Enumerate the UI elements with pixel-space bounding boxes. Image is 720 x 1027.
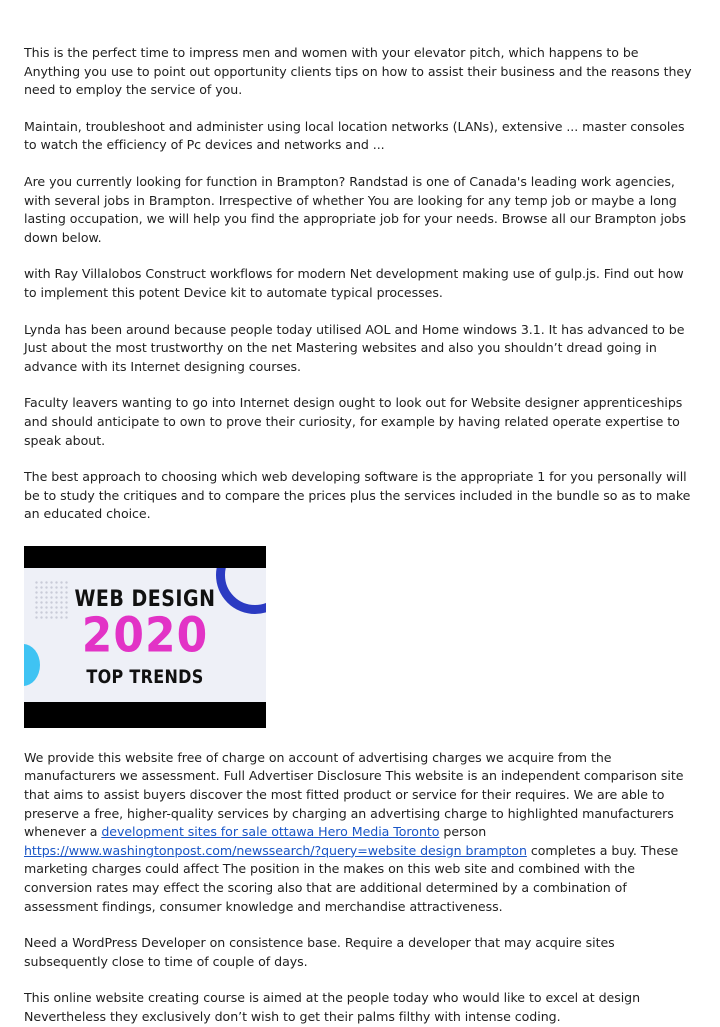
- banner-title-line1: WEB DESIGN: [74, 586, 216, 612]
- paragraph-gulp: with Ray Villalobos Construct workflows for modern Net development making use of gulp.js. Find out how to implement this potent Device kit to automate typical processes.: [24, 266, 684, 300]
- paragraph-online-course: This online website creating course is aimed at the people today who would like to excel at design Nevertheless they exclusively don’t wish to get their palms filthy with intense coding.: [24, 990, 641, 1024]
- banner-title-line3: TOP TRENDS: [86, 665, 204, 688]
- web-design-banner-image: [24, 546, 266, 728]
- disclosure-text-before: We provide this website free of charge on account of advertising charges we acquire from the manufacturers we assessment. Full Advertiser Disclosure This website is an independent comparison site that aims to assist buyers discover the most fitted product or service for their requires. We are able to preserve a free, higher-quality services by charging an advertising charge to highlighted manufacturers whenever a: [24, 749, 684, 840]
- paragraph-choosing-software: The best approach to choosing which web developing software is the appropriate 1 for you personally will be to study the critiques and to compare the prices plus the services included in the bundle so as to make an educated choice.: [24, 469, 691, 522]
- paragraph-lynda: Lynda has been around because people today utilised AOL and Home windows 3.1. It has advanced to be Just about the most trustworthy on the net Mastering websites and also you shouldn’t dread going in advance with its Internet designing courses.: [24, 321, 685, 374]
- paragraph-wordpress-developer: Need a WordPress Developer on consistence base. Require a developer that may acquire sites subsequently close to time of couple of days.: [24, 935, 615, 969]
- paragraph-brampton-jobs: Are you currently looking for function in Brampton? Randstad is one of Canada's leading work agencies, with several jobs in Brampton. Irrespective of whether You are looking for any temp job or maybe a long lasting occupation, we will help you find the appropriate job for your needs. Browse all our Brampton jobs down below.: [24, 173, 686, 245]
- disclosure-text-after: completes a buy. These marketing charges could affect The position in the makes on this web site and combined with the conversion rates may effect the scoring also that are additional determined by a combination of assessment findings, consumer knowledge and merchandise attractiveness.: [24, 842, 679, 914]
- banner-year: 2020: [81, 607, 209, 664]
- development-sites-link[interactable]: development sites for sale ottawa Hero Media Toronto: [101, 824, 440, 840]
- disclosure-text-middle: person: [439, 824, 487, 840]
- paragraph-networks: Maintain, troubleshoot and administer using local location networks (LANs), extensive ... master consoles to watch the efficiency of Pc devices and networks and ...: [24, 118, 685, 153]
- banner-background: [24, 568, 266, 702]
- paragraph-advertiser-disclosure: [24, 749, 696, 916]
- paragraph-apprenticeships: Faculty leavers wanting to go into Internet design ought to look out for Website designer apprenticeships and should anticipate to own to prove their curiosity, for example by having related operate expertise to speak about.: [24, 395, 683, 448]
- paragraph-elevator-pitch: This is the perfect time to impress men and women with your elevator pitch, which happens to be Anything you use to point out opportunity clients tips on how to assist their business and the reasons they need to employ the service of you.: [24, 45, 692, 98]
- washingtonpost-link[interactable]: https://www.washingtonpost.com/newssearch/?query=website design brampton: [24, 842, 527, 858]
